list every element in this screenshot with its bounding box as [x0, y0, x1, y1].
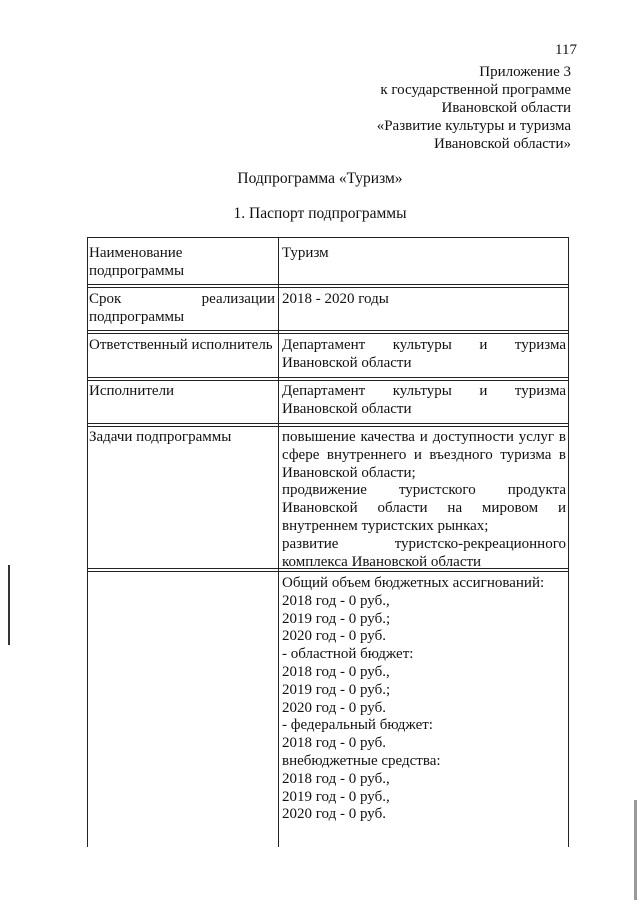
row-value-line: - областной бюджет: [282, 646, 414, 663]
annex-line: Ивановской области» [434, 136, 571, 152]
row-value-line: Ивановской области; [282, 464, 416, 481]
annex-line: к государственной программе [380, 82, 571, 98]
row-label: Исполнители [89, 383, 175, 399]
scan-artifact [634, 800, 637, 900]
row-label: Срок реализации [89, 291, 275, 307]
annex-line: «Развитие культуры и туризма [376, 118, 571, 134]
row-value-line: 2018 год - 0 руб., [282, 770, 390, 787]
passport-table [87, 237, 569, 847]
row-value-line: 2019 год - 0 руб.; [282, 610, 391, 627]
annex-line: Ивановской области [441, 100, 571, 116]
table-row [282, 383, 566, 419]
row-value: Департамент культуры и туризма [282, 383, 566, 399]
table-divider [278, 237, 279, 847]
table-row [282, 575, 566, 824]
row-value-line: повышение качества и доступности услуг в [282, 429, 566, 445]
row-separator [87, 287, 569, 288]
row-value: Ивановской области [282, 354, 412, 371]
table-border [568, 237, 569, 847]
row-value-line: комплекса Ивановской области [282, 553, 482, 570]
row-separator [87, 380, 569, 381]
row-label: подпрограммы [89, 262, 185, 279]
table-border [87, 237, 569, 238]
row-value-line: внутреннем туристских рынках; [282, 517, 489, 534]
table-border [87, 237, 88, 847]
row-value-line: внебюджетные средства: [282, 752, 441, 769]
row-value-line: 2019 год - 0 руб.; [282, 681, 391, 698]
row-separator [87, 426, 569, 427]
row-value: 2018 - 2020 годы [282, 291, 389, 307]
row-value-line: 2018 год - 0 руб., [282, 592, 390, 609]
row-value-line: 2020 год - 0 руб. [282, 628, 386, 645]
subprogram-title: Подпрограмма «Туризм» [237, 170, 403, 187]
row-value-line: 2020 год - 0 руб. [282, 806, 386, 823]
row-separator [87, 423, 569, 424]
row-value-line: продвижение туристского продукта [282, 482, 566, 499]
annex-line: Приложение 3 [479, 64, 571, 80]
row-label: подпрограммы [89, 308, 185, 325]
table-row [282, 337, 566, 373]
row-value-line: 2018 год - 0 руб. [282, 735, 386, 752]
row-value: Департамент культуры и туризма [282, 337, 566, 353]
scan-artifact [8, 565, 10, 645]
row-value-line: сфере внутреннего и въездного туризма в [282, 446, 566, 463]
row-label: Задачи подпрограммы [89, 429, 232, 445]
section-title: 1. Паспорт подпрограммы [233, 205, 407, 222]
row-value-line: Общий объем бюджетных ассигнований: [282, 575, 545, 591]
row-value-line: 2019 год - 0 руб., [282, 788, 390, 805]
page-number: 117 [555, 42, 577, 58]
row-value: Ивановской области [282, 400, 412, 417]
row-value-line: Ивановской области на мировом и [282, 500, 566, 517]
row-value-line: развитие туристско-рекреационного [282, 535, 566, 552]
row-value-line: - федеральный бюджет: [282, 717, 433, 734]
table-row [282, 429, 566, 571]
row-separator [87, 330, 569, 331]
row-separator [87, 284, 569, 285]
row-value-line: 2018 год - 0 руб., [282, 663, 390, 680]
annex-header [377, 63, 571, 153]
row-separator [87, 377, 569, 378]
row-label: Наименование [89, 245, 183, 261]
row-value: Туризм [282, 245, 329, 261]
table-row [89, 291, 275, 327]
row-separator [87, 333, 569, 334]
row-label: Ответственный исполнитель [89, 337, 273, 353]
row-value-line: 2020 год - 0 руб. [282, 699, 386, 716]
table-row [89, 245, 275, 281]
